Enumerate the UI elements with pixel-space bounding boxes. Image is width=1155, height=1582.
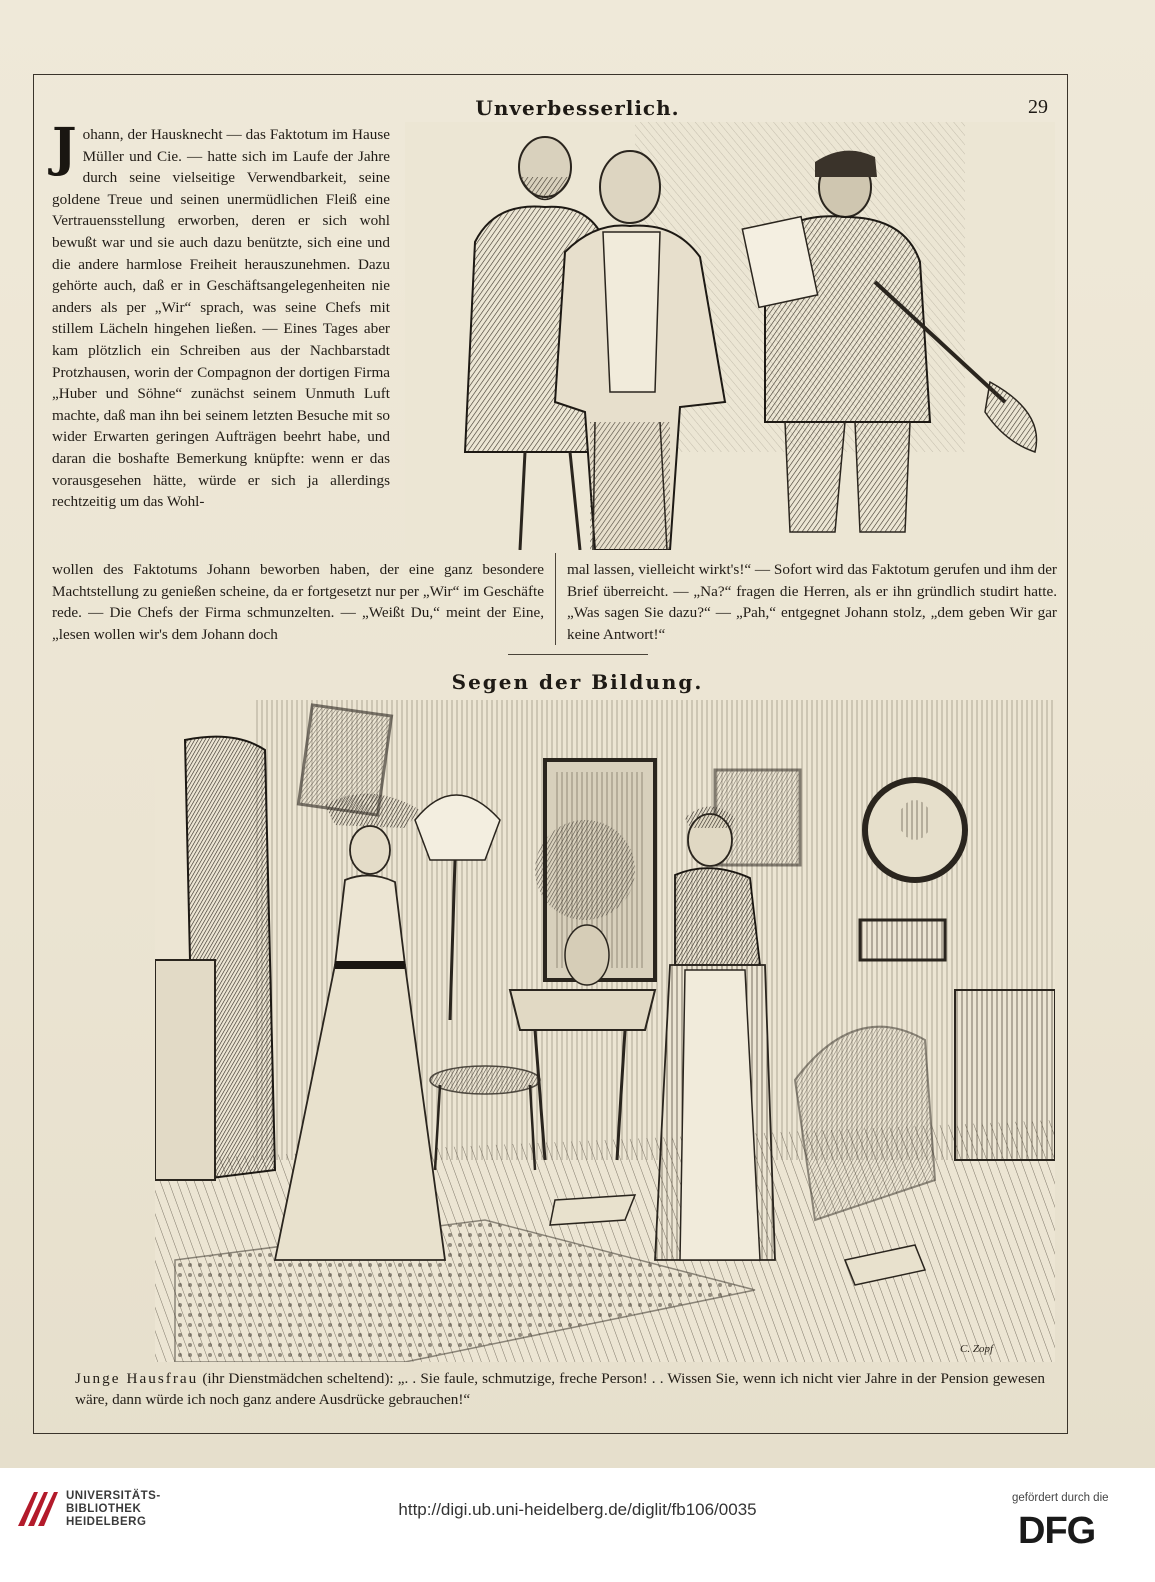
illustration-caption [75,1368,1045,1410]
artist-signature: C. Zopf [960,1343,994,1355]
story1-intro-column [52,117,390,513]
story1-continuation-left: wollen des Faktotums Johann beworben haben, der eine ganz besondere Machtstellung zu genießen scheine, da er fortgesetzt nur per „Wir“ im Geschäfte rede. — Die Chefs der Firma schmunzelten. — „Weißt Du,“ meint der Eine, „lesen wollen wir's dem Johann doch [52,561,544,643]
story1-intro-text: ohann, der Hausknecht — das Faktotum im Hause Müller und Cie. — hatte sich im Laufe der Jahre durch seine vielseitige Verwendbarkeit, seine goldene Treue und seinen unermüdlichen Fleiß eine Vertrauensstellung erworben, deren er sich wohl bewußt war und sie auch dazu benützte, sich eine und die andere harmlose Freiheit herauszunehmen. Dazu gehörte auch, daß er in Geschäftsangelegenheiten nie anders als per „Wir“ sprach, was seine Chefs mit stillem Lächeln hingehen ließen. — Eines Tages aber kam plötzlich ein Schreiben aus der Nachbarstadt Protzhausen, worin der Compagnon der dortigen Firma „Huber und Söhne“ zunächst seinem Unmuth Luft machte, daß man ihn bei seinem letzten Besuche mit so wider Erwarten geringen Aufträgen beehrt habe, und daran die boshafte Bemerkung knüpfte: wenn er das vorausgesehen hätte, würde er sich ja allerdings rechtzeitig um das Wohl- [52,126,390,511]
digitization-footer [0,1468,1155,1582]
section-title: Segen der Bildung. [451,670,704,694]
illustration-gentlemen-and-servant [405,122,1055,550]
library-line: UNIVERSITÄTS- [66,1490,161,1502]
funding-label: gefördert durch die [1012,1492,1109,1504]
engraving-top [405,122,1055,550]
caption-speaker: Junge Hausfrau [75,1370,199,1387]
engraving-main [155,700,1055,1362]
drop-cap: J [52,117,77,178]
illustration-parlour-scene [155,700,1055,1362]
caption-text: (ihr Dienstmädchen scheltend): „. . Sie faule, schmutzige, freche Person! . . Wissen Sie, wenn ich nicht vier Jahre in der Pension gewesen wäre, dann würde ich noch ganz andere Ausdrücke gebrauchen!“ [75,1370,1045,1408]
page-number: 29 [1028,96,1048,118]
column-divider [555,553,556,645]
library-line: HEIDELBERG [66,1516,147,1528]
library-line: BIBLIOTHEK [66,1503,142,1515]
story1-continuation-right: mal lassen, vielleicht wirkt's!“ — Sofort wird das Faktotum gerufen und ihm der Brief überreicht. — „Na?“ fragen die Herren, als er ihn gründlich studirt hatte. „Was sagen Sie dazu?“ — „Pah,“ entgegnet Johann stolz, „dem geben Wir gar keine Antwort!“ [567,561,1057,643]
dfg-logo: DFG [1018,1510,1096,1552]
section-divider [508,654,648,655]
running-head: Unverbesserlich. [475,96,680,120]
permalink-url[interactable]: http://digi.ub.uni-heidelberg.de/diglit/fb106/0035 [398,1500,757,1519]
